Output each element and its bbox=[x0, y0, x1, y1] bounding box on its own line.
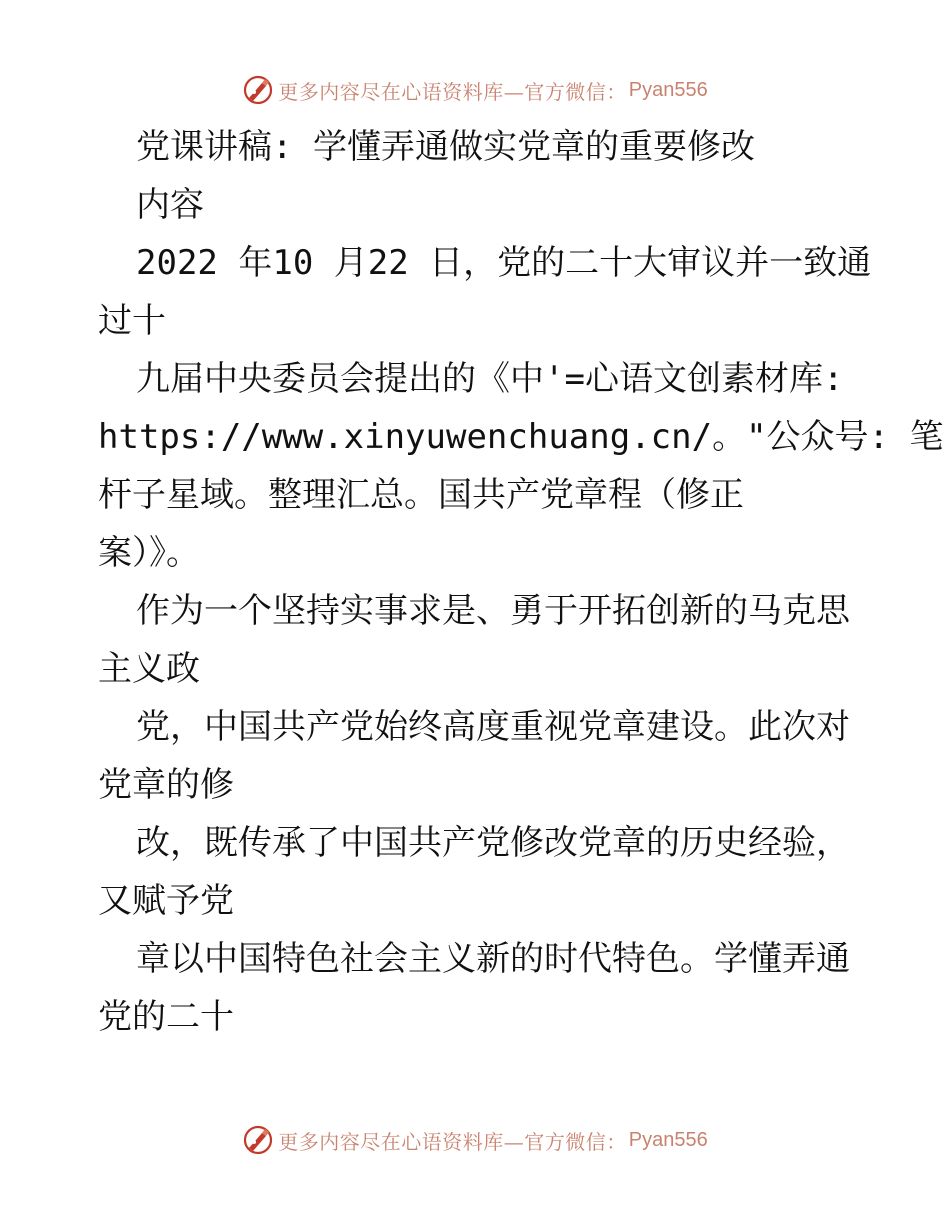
document-title-line: 党课讲稿: 学懂弄通做实党章的重要修改 bbox=[136, 127, 755, 167]
text-line: 作为一个坚持实事求是、勇于开拓创新的马克思 bbox=[136, 591, 850, 631]
header-watermark-banner bbox=[0, 70, 950, 110]
document-body bbox=[98, 118, 944, 1046]
watermark-wechat-id: Pyan556 bbox=[628, 78, 708, 101]
text-line: 九届中央委员会提出的《中'=心语文创素材库: bbox=[136, 359, 844, 399]
text-line: 改，既传承了中国共产党修改党章的历史经验， bbox=[136, 823, 850, 863]
pen-logo-icon bbox=[242, 1124, 274, 1156]
footer-watermark-banner bbox=[0, 1120, 950, 1160]
text-line: 案）》。 bbox=[98, 533, 200, 573]
text-line: 党章的修 bbox=[98, 765, 234, 805]
watermark-wechat-id: Pyan556 bbox=[628, 1128, 708, 1151]
text-line: 杆子星域。整理汇总。国共产党章程（修正 bbox=[98, 475, 744, 515]
text-line: https://www.xinyuwenchuang.cn/。"公众号: 笔 bbox=[98, 417, 944, 457]
text-line: 党的二十 bbox=[98, 997, 234, 1037]
watermark-text: 更多内容尽在心语资料库—官方微信： bbox=[278, 1129, 627, 1154]
text-line: 主义政 bbox=[98, 649, 200, 689]
text-line: 章以中国特色社会主义新的时代特色。学懂弄通 bbox=[136, 939, 850, 979]
watermark-text: 更多内容尽在心语资料库—官方微信： bbox=[278, 79, 627, 104]
pen-logo-icon bbox=[242, 74, 274, 106]
text-line: 党，中国共产党始终高度重视党章建设。此次对 bbox=[136, 707, 850, 747]
text-line: 过十 bbox=[98, 301, 166, 341]
text-line: 又赋予党 bbox=[98, 881, 234, 921]
text-line: 2022 年10 月22 日，党的二十大审议并一致通 bbox=[136, 243, 872, 283]
text-line: 内容 bbox=[136, 185, 204, 225]
